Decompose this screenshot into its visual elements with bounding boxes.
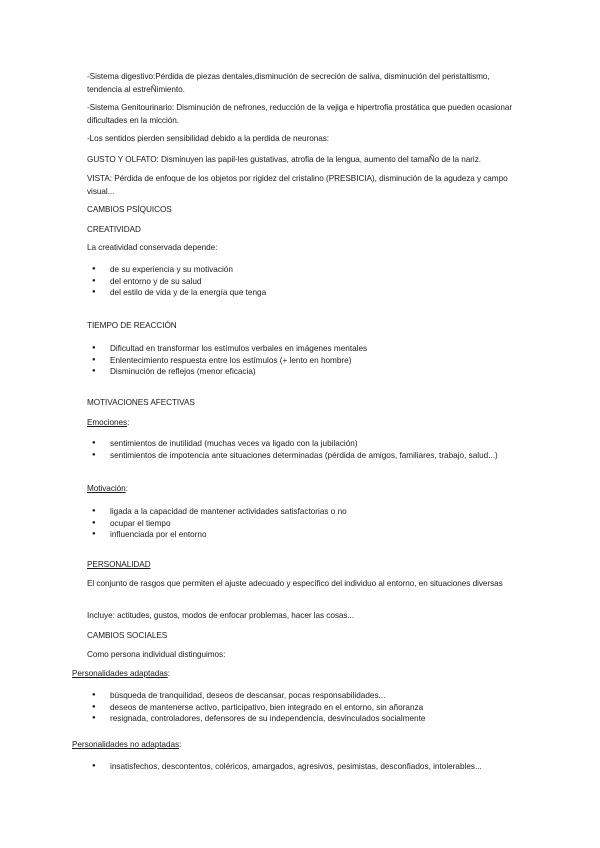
list-emociones xyxy=(92,438,498,461)
heading-cambios-sociales: CAMBIOS SOCIALES xyxy=(87,631,168,640)
list-creatividad xyxy=(92,264,266,299)
list-item: ● deseos de mantenerse activo, participativo, bien integrado en el entorno, sin añoranza xyxy=(92,702,425,714)
heading-personalidades-no-adaptadas: Personalidades no adaptadas xyxy=(72,740,179,749)
heading-motivacion: Motivación xyxy=(87,484,126,493)
list-personalidades-no-adaptadas xyxy=(92,761,482,773)
list-item: ● influenciada por el entorno xyxy=(92,529,347,541)
heading-emociones: Emociones xyxy=(87,418,128,427)
list-item: ● sentimientos de impotencia ante situaciones determinadas (pérdida de amigos, familiares, trabajo, salud...) xyxy=(92,450,498,462)
list-item: ● insatisfechos, descontentos, coléricos, amargados, agresivos, pesimistas, desconfiados, intolerables... xyxy=(92,761,482,773)
list-item: ● de su experiencia y su motivación xyxy=(92,264,266,276)
creatividad-intro: La creatividad conservada depende: xyxy=(87,243,218,252)
paragraph-genitourinario: -Sistema Genitourinario: Disminución de nefrones, reducción de la vejiga e hipertrofia prostática que pueden ocasionar dificultades en la micción. xyxy=(87,103,513,125)
list-item: ● sentimientos de inutilidad (muchas veces va ligado con la jubilación) xyxy=(92,438,498,450)
list-item: ● resignada, controladores, defensores de su independencia, desvinculados socialmente xyxy=(92,713,425,725)
paragraph-digestivo: -Sistema digestivo:Pérdida de piezas dentales,disminución de secreción de saliva, disminución del peristaltismo, tendencia al estreÑimiento. xyxy=(87,72,490,94)
list-item: ● ocupar el tiempo xyxy=(92,518,347,530)
paragraph-vista: VISTA: Pérdida de enfoque de los objetos por rigidez del cristalino (PRESBICIA), disminución de la agudeza y campo visual... xyxy=(87,174,508,196)
list-item: ● Enlentecimiento respuesta entre los estímulos (+ lento en hombre) xyxy=(92,355,367,367)
list-item: ● Disminución de reflejos (menor eficacia) xyxy=(92,366,367,378)
heading-cambios-psiquicos: CAMBIOS PSÍQUICOS xyxy=(87,205,172,214)
heading-tiempo-reaccion: TIEMPO DE REACCIÓN xyxy=(87,321,177,330)
paragraph-sentidos: -Los sentidos pierden sensibilidad debido a la perdida de neuronas: xyxy=(87,134,329,143)
list-item: ● Dificultad en transformar los estímulos verbales en imágenes mentales xyxy=(92,343,367,355)
paragraph-personalidad-incluye: Incluye: actitudes, gustos, modos de enfocar problemas, hacer las cosas... xyxy=(87,611,355,620)
list-tiempo-reaccion xyxy=(92,343,367,378)
list-motivacion xyxy=(92,506,347,541)
list-personalidades-adaptadas xyxy=(92,690,425,725)
heading-creatividad: CREATIVIDAD xyxy=(87,225,141,234)
list-item: ● búsqueda de tranquilidad, deseos de descansar, pocas responsabilidades... xyxy=(92,690,425,702)
list-item: ● ligada a la capacidad de mantener actividades satisfactorias o no xyxy=(92,506,347,518)
document-page: -Sistema digestivo:Pérdida de piezas dentales,disminución de secreción de saliva, disminución del peristaltismo, tendencia al estreÑimiento. -Sistema Genitourinario: Disminución de nefrones, reducción de la vejiga e hipertrofia prostática que pueden ocasionar dificultades en la micción. -Los sentidos pierden sensibilidad debido a la perdida de neuronas: GUSTO Y OLFATO: Disminuyen las papil-les gustativas, atrofia de la lengua, aumento del tamaÑo de la nariz. VISTA: Pérdida de enfoque de los objetos por rigidez del cristalino (PRESBICIA), disminución de la agudeza y campo visual... CAMBIOS PSÍQUICOS CREATIVIDAD La creatividad conservada depende: ● de su experiencia y su motivación ● del entorno y de su salud ● del estilo de vida y de la energía que tenga TIEMPO DE REACCIÓN ● Dificultad en transformar los estímulos verbales en imágenes mentales ● Enlentecimiento respuesta entre los estímulos (+ lento en hombre) ● Disminución de reflejos (menor eficacia) MOTIVACIONES AFECTIVAS Emociones: ● sentimientos de inutilidad (muchas veces va ligado con la jubilación) ● sentimientos de impotencia ante situaciones determinadas (pérdida de amigos, familiares, trabajo, salud...) Motivación: ● ligada a la capacidad de mantener actividades satisfactorias o no ● ocupar el tiempo ● influenciada por el entorno PERSONALIDAD El conjunto de rasgos que permiten el ajuste adecuado y específico del individuo al entorno, en situaciones diversas Incluye: actitudes, gustos, modos de enfocar problemas, hacer las cosas... CAMBIOS SOCIALES Como persona individual distinguimos: Personalidades adaptadas: ● búsqueda de tranquilidad, deseos de descansar, pocas responsabilidades... ● deseos de mantenerse activo, participativo, bien integrado en el entorno, sin añoranza ● resignada, controladores, defensores de su independencia, desvinculados socialmente Personalidades no adaptadas: ● insatisfechos, descontentos, coléricos, amargados, agresivos, pesimistas, desconfiados, intolerables... xyxy=(0,0,600,848)
heading-personalidad: PERSONALIDAD xyxy=(87,560,151,569)
paragraph-persona-individual: Como persona individual distinguimos: xyxy=(87,650,226,659)
list-item: ● del estilo de vida y de la energía que tenga xyxy=(92,287,266,299)
paragraph-gusto-olfato: GUSTO Y OLFATO: Disminuyen las papil-les gustativas, atrofia de la lengua, aumento del tamaÑo de la nariz. xyxy=(87,155,481,164)
heading-personalidades-adaptadas: Personalidades adaptadas xyxy=(72,669,168,678)
paragraph-personalidad-definicion: El conjunto de rasgos que permiten el ajuste adecuado y específico del individuo al entorno, en situaciones diversas xyxy=(87,579,503,588)
list-item: ● del entorno y de su salud xyxy=(92,276,266,288)
heading-motivaciones-afectivas: MOTIVACIONES AFECTIVAS xyxy=(87,398,195,407)
